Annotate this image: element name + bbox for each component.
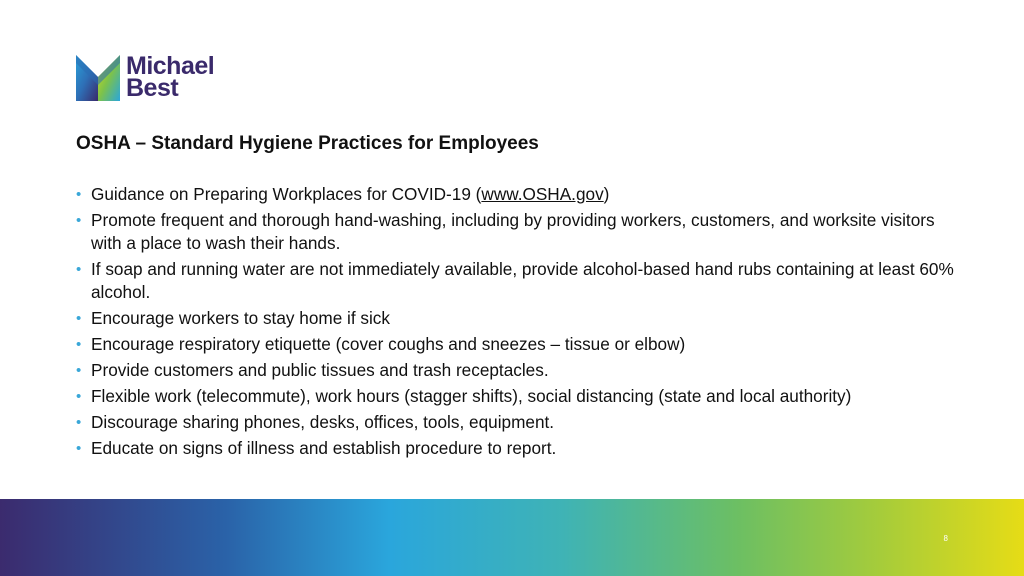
- footer-gradient-band: [0, 499, 1024, 576]
- bullet-list: [76, 183, 956, 463]
- bullet-item: [76, 183, 956, 206]
- bullet-item: [76, 258, 956, 304]
- bullet-dot-icon: •: [76, 310, 82, 327]
- bullet-item: [76, 385, 956, 408]
- bullet-dot-icon: •: [76, 414, 82, 431]
- logo-line-1: Michael: [126, 52, 215, 80]
- bullet-item: [76, 333, 956, 356]
- page-number: 8: [943, 534, 948, 543]
- bullet-dot-icon: •: [76, 212, 82, 229]
- bullet-text: Guidance on Preparing Workplaces for COVID-19 (: [91, 184, 482, 204]
- bullet-item: [76, 307, 956, 330]
- bullet-item: [76, 359, 956, 382]
- michael-best-logo: [76, 52, 215, 103]
- bullet-text: Encourage workers to stay home if sick: [91, 308, 390, 328]
- bullet-dot-icon: •: [76, 186, 82, 203]
- bullet-item: [76, 209, 956, 255]
- bullet-text: Provide customers and public tissues and trash receptacles.: [91, 360, 549, 380]
- logo-m-mark-icon: [76, 55, 120, 101]
- logo-line-2: Best: [126, 74, 179, 102]
- bullet-dot-icon: •: [76, 261, 82, 278]
- bullet-text: Promote frequent and thorough hand-washing, including by providing workers, customers, and worksite visitors with a place to wash their hands.: [91, 210, 935, 253]
- bullet-dot-icon: •: [76, 388, 82, 405]
- bullet-text: If soap and running water are not immediately available, provide alcohol-based hand rubs containing at least 60% alcohol.: [91, 259, 954, 302]
- bullet-text-suffix: ): [603, 184, 610, 204]
- osha-link[interactable]: www.OSHA.gov: [481, 184, 604, 204]
- bullet-text: Flexible work (telecommute), work hours (stagger shifts), social distancing (state and local authority): [91, 386, 852, 406]
- slide-title: OSHA – Standard Hygiene Practices for Employees: [76, 133, 539, 154]
- bullet-text: Discourage sharing phones, desks, offices, tools, equipment.: [91, 412, 555, 432]
- bullet-dot-icon: •: [76, 336, 82, 353]
- bullet-item: [76, 411, 956, 434]
- bullet-text: Encourage respiratory etiquette (cover coughs and sneezes – tissue or elbow): [91, 334, 686, 354]
- bullet-dot-icon: •: [76, 362, 82, 379]
- logo-wordmark: [126, 52, 215, 102]
- bullet-text: Educate on signs of illness and establish procedure to report.: [91, 438, 557, 458]
- bullet-item: [76, 437, 956, 460]
- bullet-dot-icon: •: [76, 440, 82, 457]
